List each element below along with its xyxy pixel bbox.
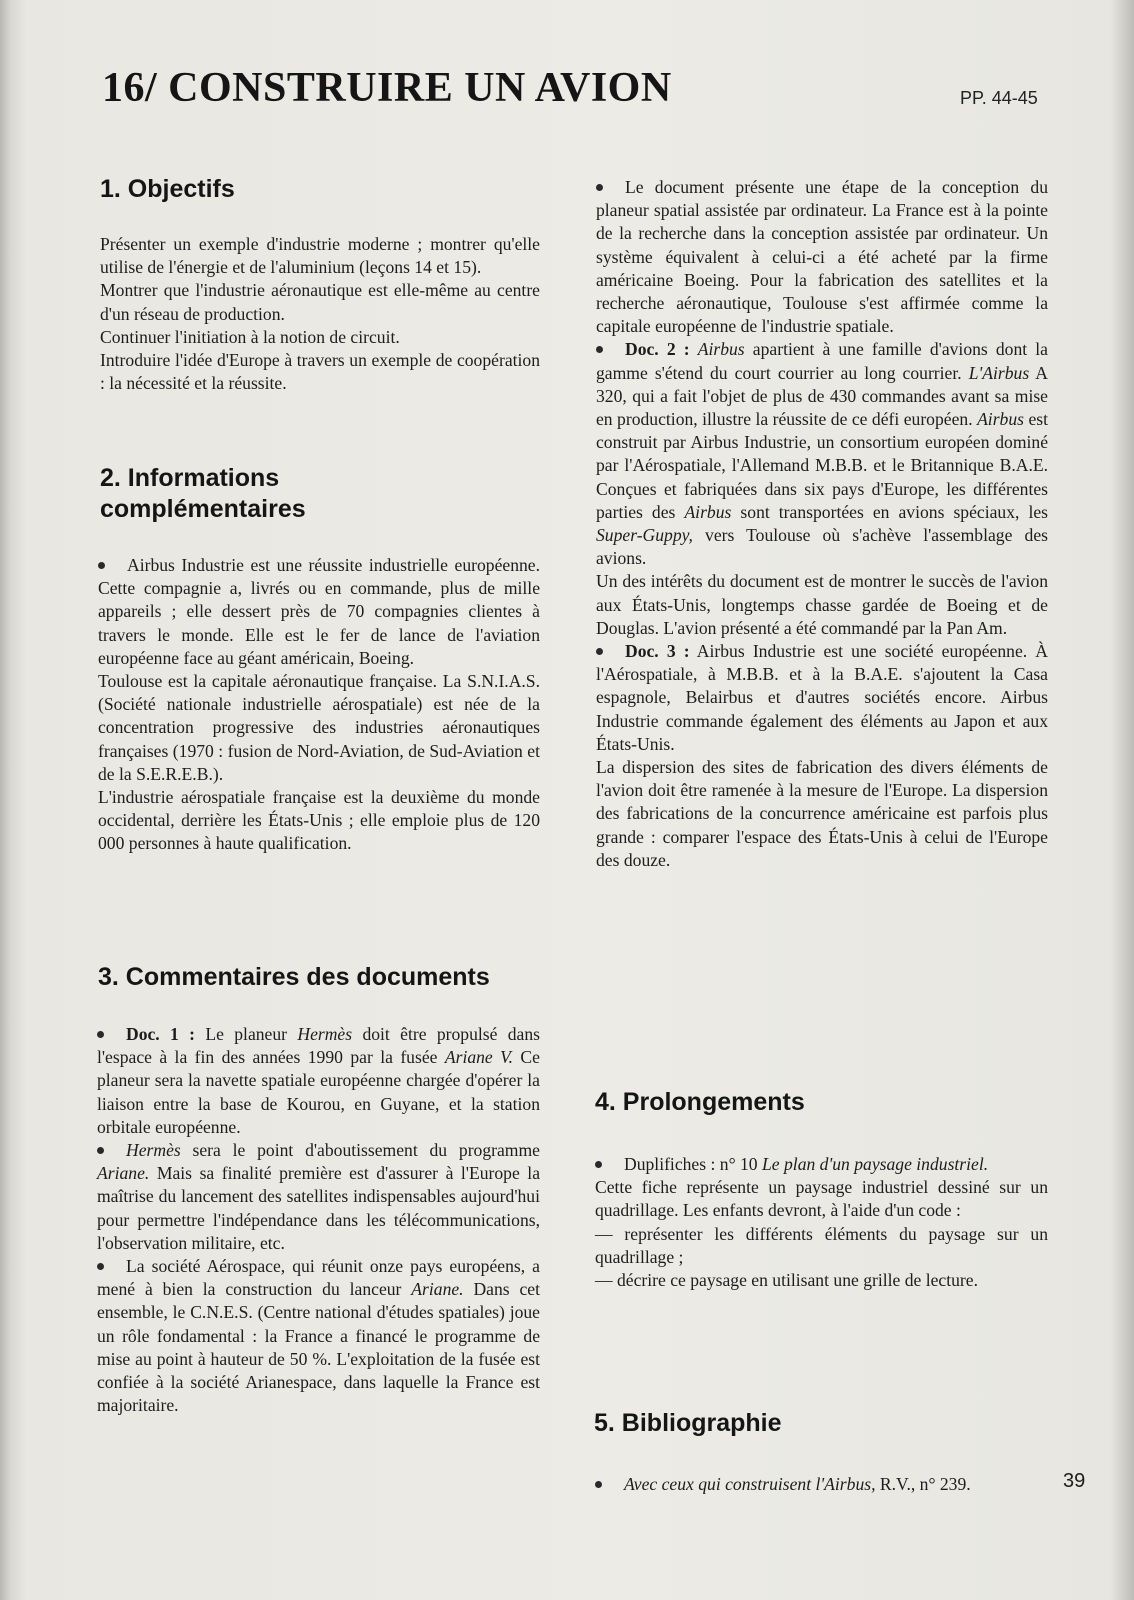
paragraph: Doc. 3 : Airbus Industrie est une société européenne. À l'Aérospatiale, à M.B.B. et à la B.A.E. s'ajoutent la Casa espagnole, Belairbus et d'autres sociétés encore. Airbus Industrie commande également des éléments au Japon et aux États-Unis.	[596, 641, 1048, 754]
paragraph: — représenter les différents éléments du paysage sur un quadrillage ;	[595, 1223, 1048, 1267]
bullet-icon	[596, 648, 603, 655]
bullet-icon	[97, 1031, 104, 1038]
section-body-commentaires-right	[596, 176, 1048, 872]
paragraph: Introduire l'idée d'Europe à travers un exemple de coopération : la nécessité et la réussite.	[100, 350, 540, 394]
bullet-icon	[596, 346, 603, 353]
paragraph: L'industrie aérospatiale française est la deuxième du monde occidental, derrière les États-Unis ; elle emploie plus de 120 000 personnes à haute qualification.	[98, 787, 540, 854]
bibliography-item: Avec ceux qui construisent l'Airbus, R.V., n° 239.	[595, 1473, 1048, 1496]
section-heading-informations: 2. Informations complémentaires	[100, 464, 306, 523]
section-heading-objectifs: 1. Objectifs	[100, 175, 235, 203]
paragraph: Doc. 1 : Le planeur Hermès doit être propulsé dans l'espace à la fin des années 1990 par la fusée Ariane V. Ce planeur sera la navette spatiale européenne chargée d'opérer la liaison entre la base de Kourou, en Guyane, et la station orbitale européenne.	[97, 1024, 540, 1137]
paragraph: La dispersion des sites de fabrication des divers éléments de l'avion doit être ramenée à la mesure de l'Europe. La dispersion des fabrications de la concurrence américaine est parfois plus grande : comparer l'espace des États-Unis à celui de l'Europe des douze.	[596, 757, 1048, 870]
paragraph: Le document présente une étape de la conception du planeur spatial assistée par ordinateur. La France est à la pointe de la recherche dans la conception assistée par ordinateur. Un système équivalent à celui-ci a été acheté par la firme américaine Boeing. Pour la fabrication des satellites et la recherche aéronautique, Toulouse s'est affirmée comme la capitale européenne de l'industrie spatiale.	[596, 177, 1048, 337]
paragraph: Un des intérêts du document est de montrer le succès de l'avion aux États-Unis, longtemps chasse gardée de Boeing et de Douglas. L'avion présenté a été commandé par la Pan Am.	[596, 571, 1048, 638]
page-title: 16/ CONSTRUIRE UN AVION	[102, 65, 672, 111]
bullet-icon	[595, 1161, 602, 1168]
paragraph: Toulouse est la capitale aéronautique française. La S.N.I.A.S. (Société nationale industrielle aérospatiale) est née de la concentration progressive des industries aéronautiques françaises (1970 : fusion de Nord-Aviation, de Sud-Aviation et de la S.E.R.E.B.).	[98, 671, 540, 784]
bullet-icon	[97, 1147, 104, 1154]
paragraph: Continuer l'initiation à la notion de circuit.	[100, 326, 400, 347]
section-body-commentaires-left	[97, 1023, 540, 1417]
section-heading-prolongements: 4. Prolongements	[595, 1088, 805, 1116]
paragraph: Présenter un exemple d'industrie moderne ; montrer qu'elle utilise de l'énergie et de l'aluminium (leçons 14 et 15).	[100, 234, 540, 278]
page-reference: PP. 44-45	[960, 88, 1038, 108]
page-spine-shadow	[1110, 0, 1134, 1600]
bullet-icon	[97, 1263, 104, 1270]
section-body-bibliographie	[595, 1473, 1048, 1496]
section-body-prolongements	[595, 1153, 1048, 1292]
bullet-icon	[98, 562, 105, 569]
section-body-informations	[98, 554, 540, 856]
paragraph: Doc. 2 : Airbus apartient à une famille d'avions dont la gamme s'étend du court courrier au long courrier. L'Airbus A 320, qui a fait l'objet de plus de 430 commandes avant sa mise en production, illustre la réussite de ce défi européen. Airbus est construit par Airbus Industrie, un consortium européen dominé par l'Aérospatiale, l'Allemand M.B.B. et le Britannique B.A.E. Conçues et fabriquées dans six pays d'Europe, les différentes parties des Airbus sont transportées en avions spéciaux, les Super-Guppy, vers Toulouse où s'achève l'assemblage des avions.	[596, 339, 1048, 569]
bullet-icon	[595, 1481, 602, 1488]
section-heading-bibliographie: 5. Bibliographie	[594, 1409, 782, 1437]
paragraph: — décrire ce paysage en utilisant une grille de lecture.	[595, 1270, 978, 1291]
bullet-icon	[596, 184, 603, 191]
paragraph: Cette fiche représente un paysage industriel dessiné sur un quadrillage. Les enfants devront, à l'aide d'un code :	[595, 1177, 1048, 1221]
section-body-objectifs	[100, 233, 540, 395]
paragraph: La société Aérospace, qui réunit onze pays européens, a mené à bien la construction du lanceur Ariane. Dans cet ensemble, le C.N.E.S. (Centre national d'études spatiales) joue un rôle fondamental : la France a financé le programme de mise au point à hauteur de 50 %. L'exploitation de la fusée est confiée à la société Arianespace, dans laquelle la France est majoritaire.	[97, 1256, 540, 1416]
paragraph: Duplifiches : n° 10 Le plan d'un paysage industriel.	[595, 1153, 1048, 1176]
section-heading-commentaires: 3. Commentaires des documents	[98, 963, 490, 991]
page-number: 39	[1063, 1470, 1086, 1492]
paragraph: Airbus Industrie est une réussite industrielle européenne. Cette compagnie a, livrés ou en commande, plus de mille appareils ; elle dessert près de 70 compagnies clientes à travers le monde. Elle est le fer de lance de l'aviation européenne face au géant américain, Boeing.	[98, 555, 540, 668]
paragraph: Montrer que l'industrie aéronautique est elle-même au centre d'un réseau de production.	[100, 280, 540, 324]
paragraph: Hermès sera le point d'aboutissement du programme Ariane. Mais sa finalité première est d'assurer à l'Europe la maîtrise du lancement des satellites indispensables aujourd'hui pour permettre l'indépendance dans les télécommunications, l'observation militaire, etc.	[97, 1140, 541, 1253]
